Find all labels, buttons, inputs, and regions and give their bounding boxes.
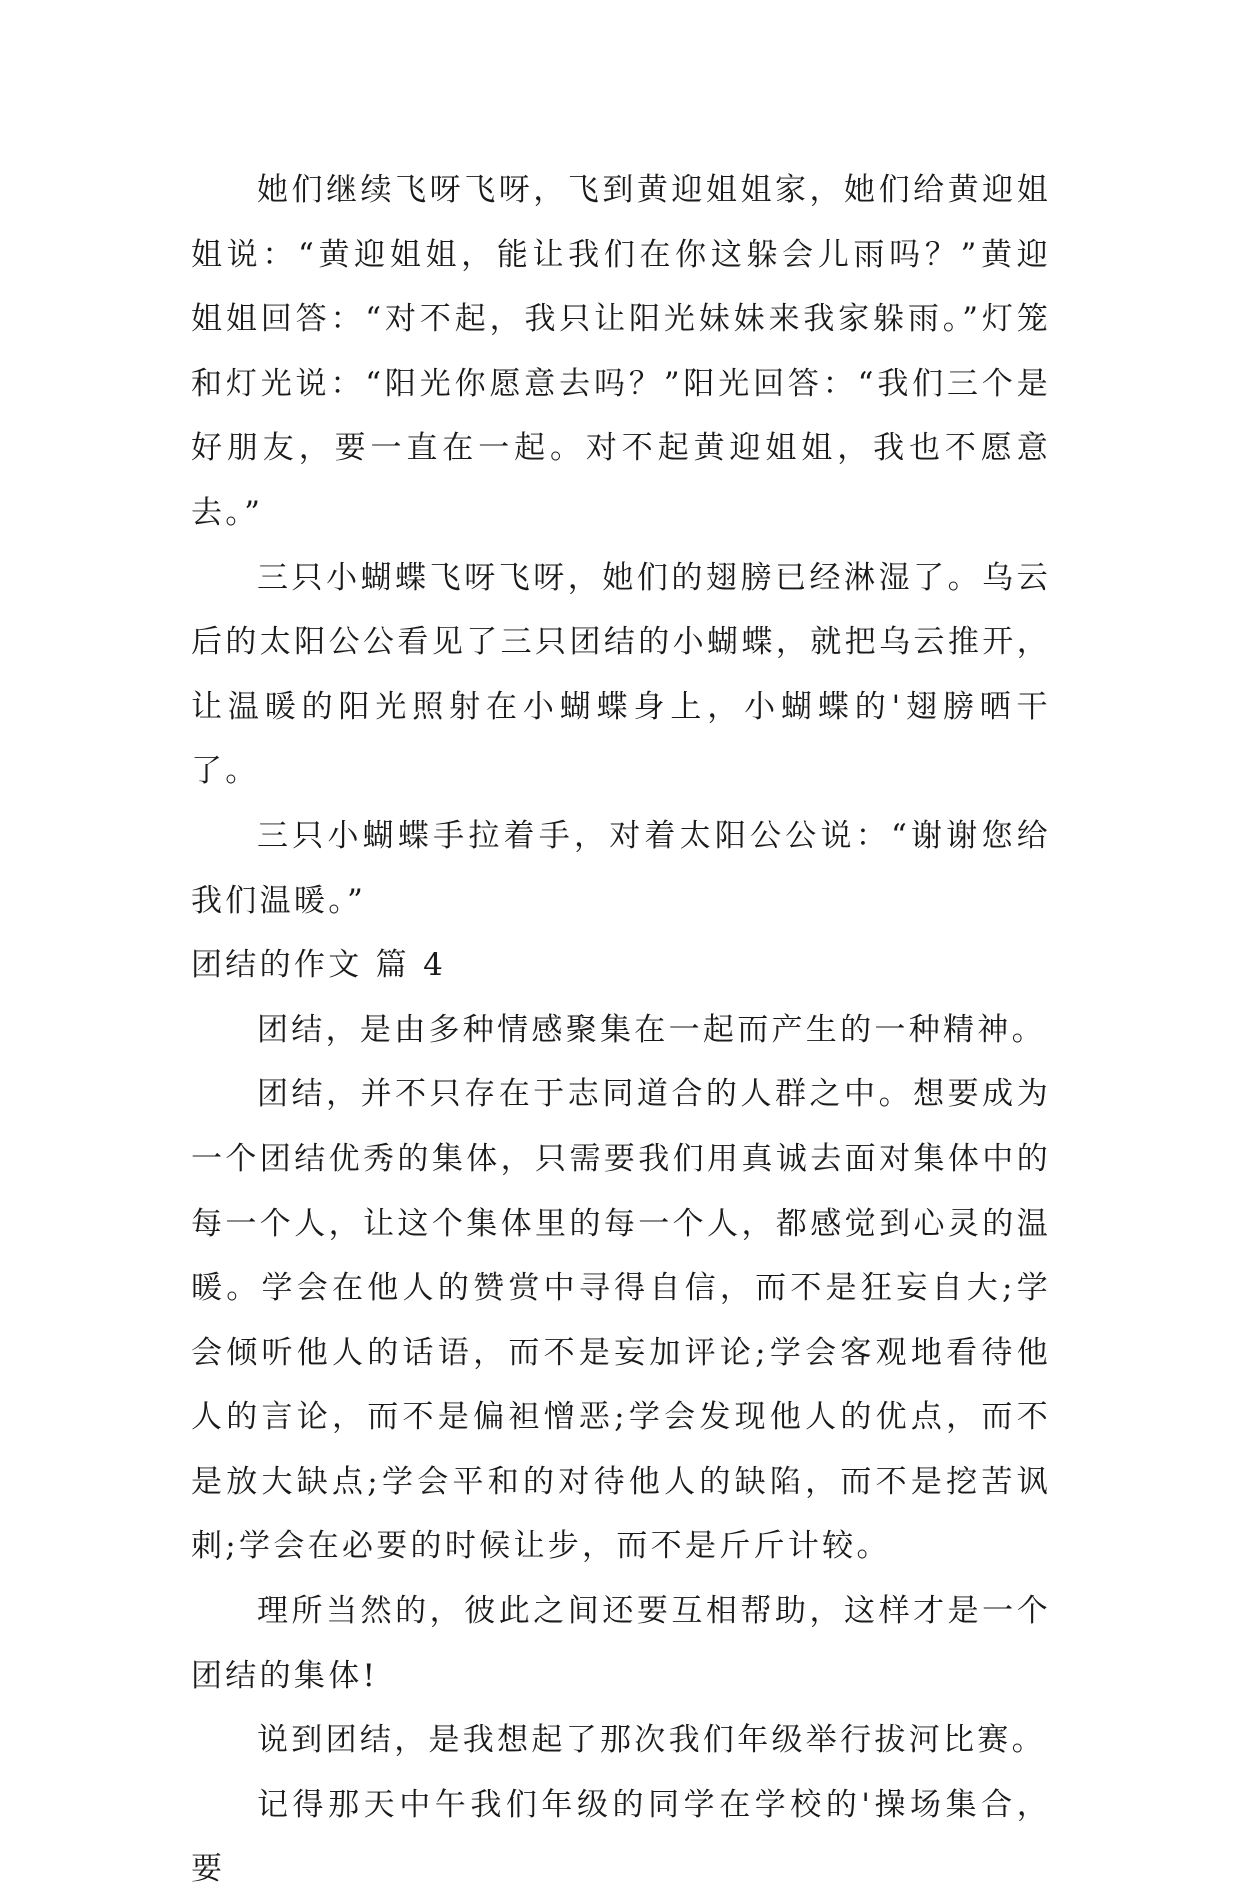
paragraph-4: 团结，是由多种情感聚集在一起而产生的一种精神。 [257,1011,1046,1048]
paragraph-2: 三只小蝴蝶飞呀飞呀，她们的翅膀已经淋湿了。乌云后的太阳公公看见了三只团结的小蝴蝶，就把乌云推开，让温暖的阳光照射在小蝴蝶身上，小蝴蝶的'翅膀晒干了。 [191,559,1051,790]
paragraph-5: 团结，并不只存在于志同道合的人群之中。想要成为一个团结优秀的集体，只需要我们用真诚去面对集体中的每一个人，让这个集体里的每一个人，都感觉到心灵的温暖。学会在他人的赞赏中寻得自信，而不是狂妄自大;学会倾听他人的话语，而不是妄加评论;学会客观地看待他人的言论，而不是偏袒憎恶;学会发现他人的优点，而不是放大缺点;学会平和的对待他人的缺陷，而不是挖苦讽刺;学会在必要的时候让步，而不是斤斤计较。 [191,1076,1051,1565]
document-body [191,158,1051,1902]
paragraph-6: 理所当然的，彼此之间还要互相帮助，这样才是一个团结的集体! [191,1593,1051,1694]
paragraph-8: 记得那天中午我们年级的同学在学校的'操场集合，要 [191,1786,1051,1888]
section-heading: 团结的作文 篇 4 [191,947,447,984]
paragraph-1: 她们继续飞呀飞呀，飞到黄迎姐姐家，她们给黄迎姐姐说：“黄迎姐姐，能让我们在你这躲会儿雨吗？”黄迎姐姐回答：“对不起，我只让阳光妹妹来我家躲雨。”灯笼和灯光说：“阳光你愿意去吗？”阳光回答：“我们三个是好朋友，要一直在一起。对不起黄迎姐姐，我也不愿意去。” [191,172,1051,531]
paragraph-7: 说到团结，是我想起了那次我们年级举行拔河比赛。 [257,1722,1046,1759]
paragraph-3: 三只小蝴蝶手拉着手，对着太阳公公说：“谢谢您给我们温暖。” [191,817,1051,919]
